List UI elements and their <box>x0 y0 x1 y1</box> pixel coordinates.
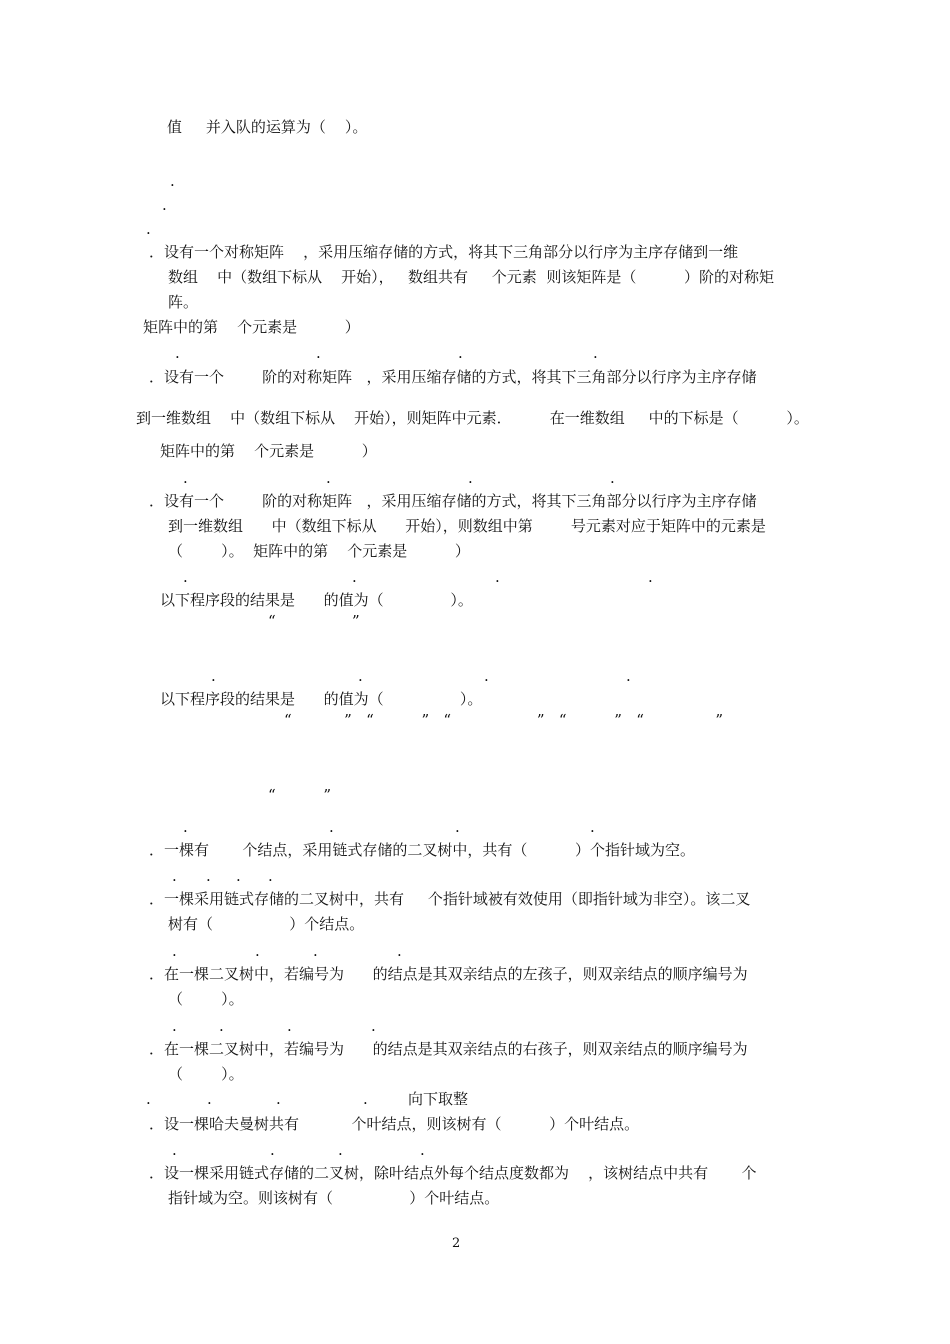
option-marker: . <box>146 1090 151 1108</box>
question-stem: ．在一棵二叉树中，若编号为 的结点是其双亲结点的右孩子，则双亲结点的顺序编号为 <box>149 1040 748 1058</box>
option-marker: . <box>455 818 460 836</box>
option-marker: . <box>626 667 631 685</box>
option-marker: . <box>313 942 318 960</box>
option-marker: . <box>495 568 500 586</box>
text-line: （ ）。 矩阵中的第 个元素是 ） <box>168 542 470 560</box>
option-marker: . <box>358 667 363 685</box>
option-marker: . <box>484 667 489 685</box>
option-marker: . <box>458 344 463 362</box>
option-marker: . <box>338 1141 343 1159</box>
code-string: “ ” “ ” “ ” “ ” “ ” <box>284 711 724 729</box>
text-line: （ ）。 <box>168 990 244 1008</box>
question-stem: ．设一棵哈夫曼树共有 个叶结点，则该树有（ ）个叶结点。 <box>149 1115 640 1133</box>
option-marker: . <box>648 568 653 586</box>
option-marker: . <box>183 818 188 836</box>
option-marker: . <box>363 1090 368 1108</box>
text-line: 矩阵中的第 个元素是 ） <box>160 442 377 460</box>
option-marker: . <box>287 1017 292 1035</box>
option-marker: . <box>207 1090 212 1108</box>
code-string: “ ” <box>268 612 360 630</box>
code-string: “ ” <box>268 786 332 804</box>
option-marker: . <box>468 469 473 487</box>
option-marker: . <box>170 172 175 190</box>
text-line: 树有（ ）个结点。 <box>168 915 365 933</box>
text-line: （ ）。 <box>168 1065 244 1083</box>
option-marker: . <box>397 942 402 960</box>
text-line: 值 并入队的运算为（ ）。 <box>167 118 368 136</box>
option-marker: . <box>255 942 260 960</box>
option-marker: . <box>329 818 334 836</box>
option-marker: . <box>206 867 211 885</box>
text-line: 矩阵中的第 个元素是 ） <box>143 318 360 336</box>
option-marker: . <box>371 1017 376 1035</box>
option-marker: . <box>316 344 321 362</box>
text-line: 指针域为空。则该树有（ ）个叶结点。 <box>168 1189 500 1207</box>
option-marker: . <box>420 1141 425 1159</box>
option-marker: . <box>172 1017 177 1035</box>
option-marker: . <box>162 196 167 214</box>
option-marker: . <box>219 1017 224 1035</box>
option-marker: . <box>211 667 216 685</box>
option-marker: . <box>610 469 615 487</box>
question-stem: ．设有一个 阶的对称矩阵 ，采用压缩存储的方式，将其下三角部分以行序为主序存储 <box>149 492 757 510</box>
option-marker: . <box>175 344 180 362</box>
text-line: 到一维数组 中（数组下标从 开始），则矩阵中元素． 在一维数组 中的下标是（ ）。 <box>136 409 809 427</box>
text-line: 数组 中（数组下标从 开始）， 数组共有 个元素 则该矩阵是（ ）阶的对称矩 <box>168 268 775 286</box>
option-marker: . <box>172 942 177 960</box>
option-marker: . <box>326 469 331 487</box>
option-marker: . <box>593 344 598 362</box>
option-marker: . <box>352 568 357 586</box>
option-marker: . <box>183 568 188 586</box>
question-stem: ．设一棵采用链式存储的二叉树，除叶结点外每个结点度数都为 ，该树结点中共有 个 <box>149 1164 757 1182</box>
page-number: 2 <box>452 1236 461 1251</box>
option-marker: . <box>268 867 273 885</box>
question-stem: 以下程序段的结果是 的值为（ ）。 <box>160 591 473 609</box>
text-line: 到一维数组 中（数组下标从 开始），则数组中第 号元素对应于矩阵中的元素是 <box>168 517 766 535</box>
option-marker: . <box>270 1141 275 1159</box>
option-marker: . <box>590 818 595 836</box>
question-stem: ．在一棵二叉树中，若编号为 的结点是其双亲结点的左孩子，则双亲结点的顺序编号为 <box>149 965 748 983</box>
question-stem: ．设有一个对称矩阵 ，采用压缩存储的方式，将其下三角部分以行序为主序存储到一维 <box>149 243 739 261</box>
question-stem: 以下程序段的结果是 的值为（ ）。 <box>160 690 483 708</box>
option-marker: . <box>236 867 241 885</box>
option-marker: . <box>172 867 177 885</box>
option-marker: . <box>172 1141 177 1159</box>
text-line: 阵。 <box>168 293 199 311</box>
option-marker: . <box>276 1090 281 1108</box>
option-marker: . <box>183 469 188 487</box>
question-stem: ．一棵有 个结点，采用链式存储的二叉树中，共有（ ）个指针域为空。 <box>149 841 696 859</box>
option-marker: . <box>146 220 151 238</box>
question-stem: ．一棵采用链式存储的二叉树中，共有 个指针域被有效使用（即指针域为非空）。该二叉 <box>149 890 751 908</box>
option-note: 向下取整 <box>408 1090 469 1108</box>
question-stem: ．设有一个 阶的对称矩阵 ，采用压缩存储的方式，将其下三角部分以行序为主序存储 <box>149 368 757 386</box>
